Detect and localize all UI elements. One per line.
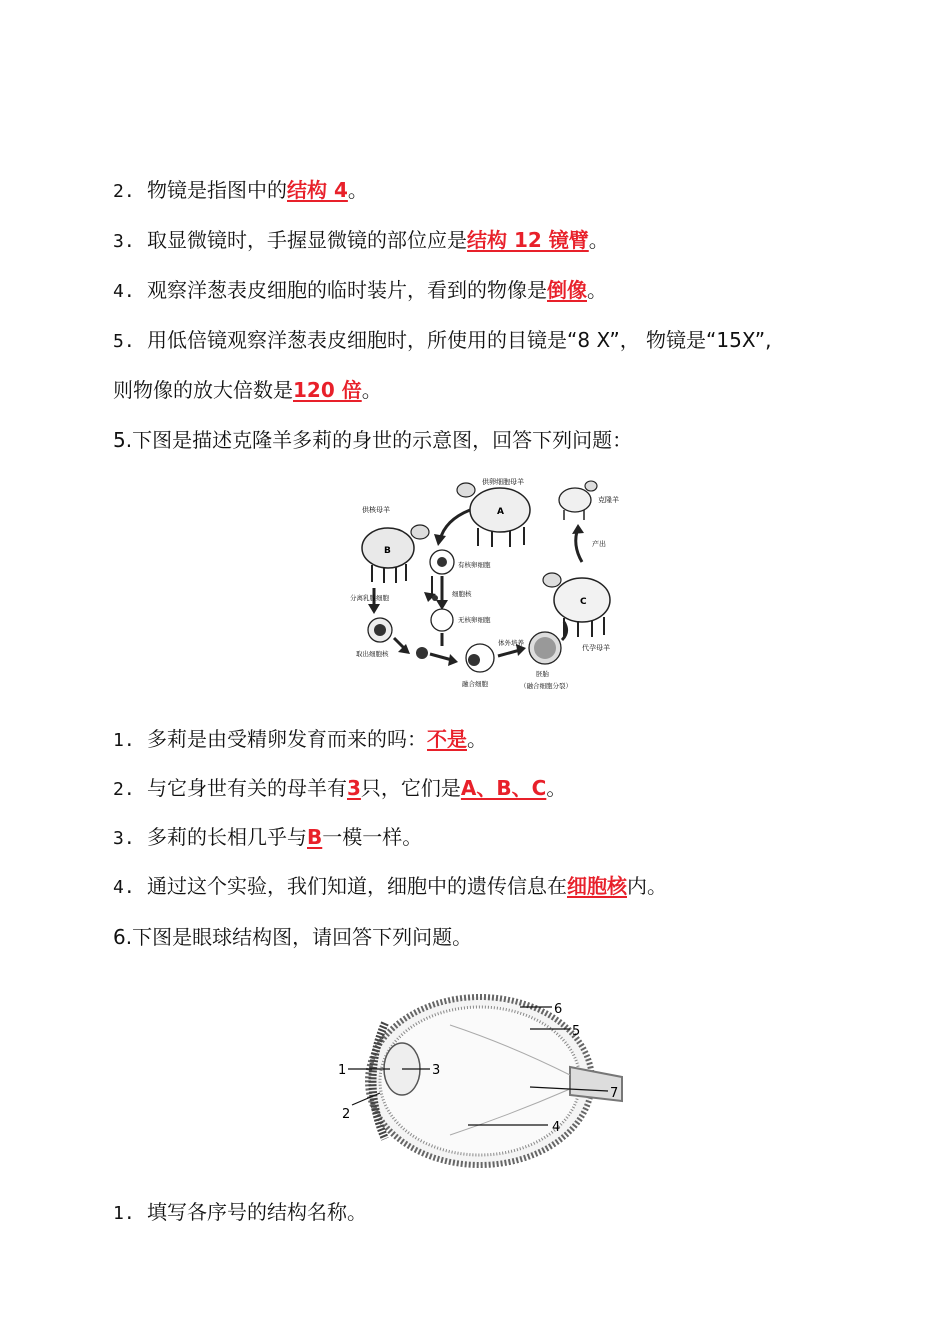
- enucleated-egg-icon: [431, 609, 453, 631]
- question-tail: 。: [588, 228, 609, 252]
- question-5-1: [113, 725, 487, 755]
- sheep-b-icon: [362, 525, 429, 583]
- label-embryo: 胚胎: [536, 670, 549, 678]
- label-separate: 分离乳腺细胞: [350, 594, 389, 602]
- question-6-1: [113, 1198, 367, 1228]
- label-donor-egg: 供卵细胞母羊: [482, 478, 524, 486]
- eye-label-3: 3: [432, 1063, 441, 1078]
- label-nucleus: 细胞核: [452, 590, 472, 598]
- donor-nucleus-icon: [416, 647, 428, 659]
- sheep-c-icon: [543, 573, 610, 637]
- sheep-a-icon: [457, 483, 530, 547]
- answer: 120 倍: [293, 378, 362, 402]
- question-5-4: [113, 872, 667, 902]
- eye-label-1: 1: [338, 1063, 347, 1078]
- question-number: 4.: [113, 877, 135, 898]
- answer: A、B、C: [460, 776, 547, 800]
- answer: B: [307, 825, 323, 849]
- label-donor-nucleus: 供核母羊: [362, 506, 390, 514]
- question-tail: 。: [546, 776, 567, 800]
- eye-label-5: 5: [572, 1024, 581, 1039]
- answer: 细胞核: [567, 874, 627, 898]
- question-text: 用低倍镜观察洋葱表皮细胞时，所使用的目镜是“8 X”， 物镜是“15X”,: [147, 328, 772, 352]
- question-number: 2.: [113, 779, 135, 800]
- section-6-title: 6.下图是眼球结构图，请回答下列问题。: [113, 925, 473, 949]
- question-tail: 。: [587, 278, 607, 302]
- section-5-title: 5.下图是描述克隆羊多莉的身世的示意图，回答下列问题：: [113, 428, 633, 452]
- answer: 倒像: [547, 278, 587, 302]
- question-micro-2: [113, 176, 368, 206]
- question-number: 4.: [113, 281, 135, 302]
- label-culture: 体外培养: [498, 639, 524, 647]
- question-text: 与它身世有关的母羊有: [147, 776, 347, 800]
- question-text: 多莉的长相几乎与: [147, 825, 307, 849]
- question-tail: 。: [467, 727, 487, 751]
- question-text: 只，它们是: [360, 776, 461, 800]
- label-surrogate: 代孕母羊: [582, 644, 610, 652]
- question-text: 观察洋葱表皮细胞的临时装片，看到的物像是: [147, 278, 547, 302]
- label-b: B: [384, 546, 391, 556]
- eye-label-2: 2: [342, 1107, 351, 1122]
- question-micro-3: [113, 226, 609, 256]
- label-egg: 有核卵细胞: [458, 561, 491, 569]
- question-number: 3.: [113, 231, 135, 252]
- question-number: 1.: [113, 1203, 135, 1224]
- label-embryo-note: （融合细胞分裂）: [520, 682, 572, 690]
- clone-sheep-icon: [559, 481, 597, 520]
- eye-label-4: 4: [552, 1120, 561, 1135]
- label-a: A: [497, 507, 504, 517]
- question-5-2: [113, 774, 566, 804]
- question-text: 通过这个实验，我们知道，细胞中的遗传信息在: [147, 874, 567, 898]
- label-enucleated: 无核卵细胞: [458, 616, 491, 624]
- question-micro-4: [113, 276, 607, 306]
- answer: 结构 12 镜臂: [467, 228, 589, 252]
- answer: 结构 4: [287, 178, 348, 202]
- question-tail: 。: [361, 378, 382, 402]
- question-micro-5-cont: [113, 376, 382, 404]
- clone-sheep-diagram: [350, 470, 630, 700]
- question-number: 3.: [113, 828, 135, 849]
- label-take-nucleus: 取出细胞核: [356, 650, 389, 658]
- eye-label-6: 6: [554, 1002, 563, 1017]
- question-text: 填写各序号的结构名称。: [147, 1200, 367, 1224]
- question-text: 物镜是指图中的: [147, 178, 287, 202]
- question-text: 则物像的放大倍数是: [113, 378, 293, 402]
- question-text: 多莉是由受精卵发育而来的吗：: [147, 727, 427, 751]
- question-tail: 一模一样。: [322, 825, 423, 849]
- answer: 3: [347, 776, 361, 800]
- eye-label-7: 7: [610, 1086, 619, 1101]
- question-5-3: [113, 823, 422, 853]
- question-tail: 内。: [627, 874, 667, 898]
- answer: 不是: [427, 727, 467, 751]
- label-c: C: [580, 597, 587, 607]
- label-fused: 融合细胞: [462, 680, 488, 688]
- question-number: 5.: [113, 331, 135, 352]
- question-number: 2.: [113, 181, 135, 202]
- question-text: 取显微镜时，手握显微镜的部位应是: [147, 228, 467, 252]
- question-tail: 。: [347, 178, 368, 202]
- question-micro-5: [113, 326, 771, 356]
- label-clone: 克隆羊: [598, 496, 619, 504]
- question-number: 1.: [113, 730, 135, 751]
- eyeball-diagram: [330, 985, 630, 1175]
- label-birth: 产出: [592, 540, 606, 548]
